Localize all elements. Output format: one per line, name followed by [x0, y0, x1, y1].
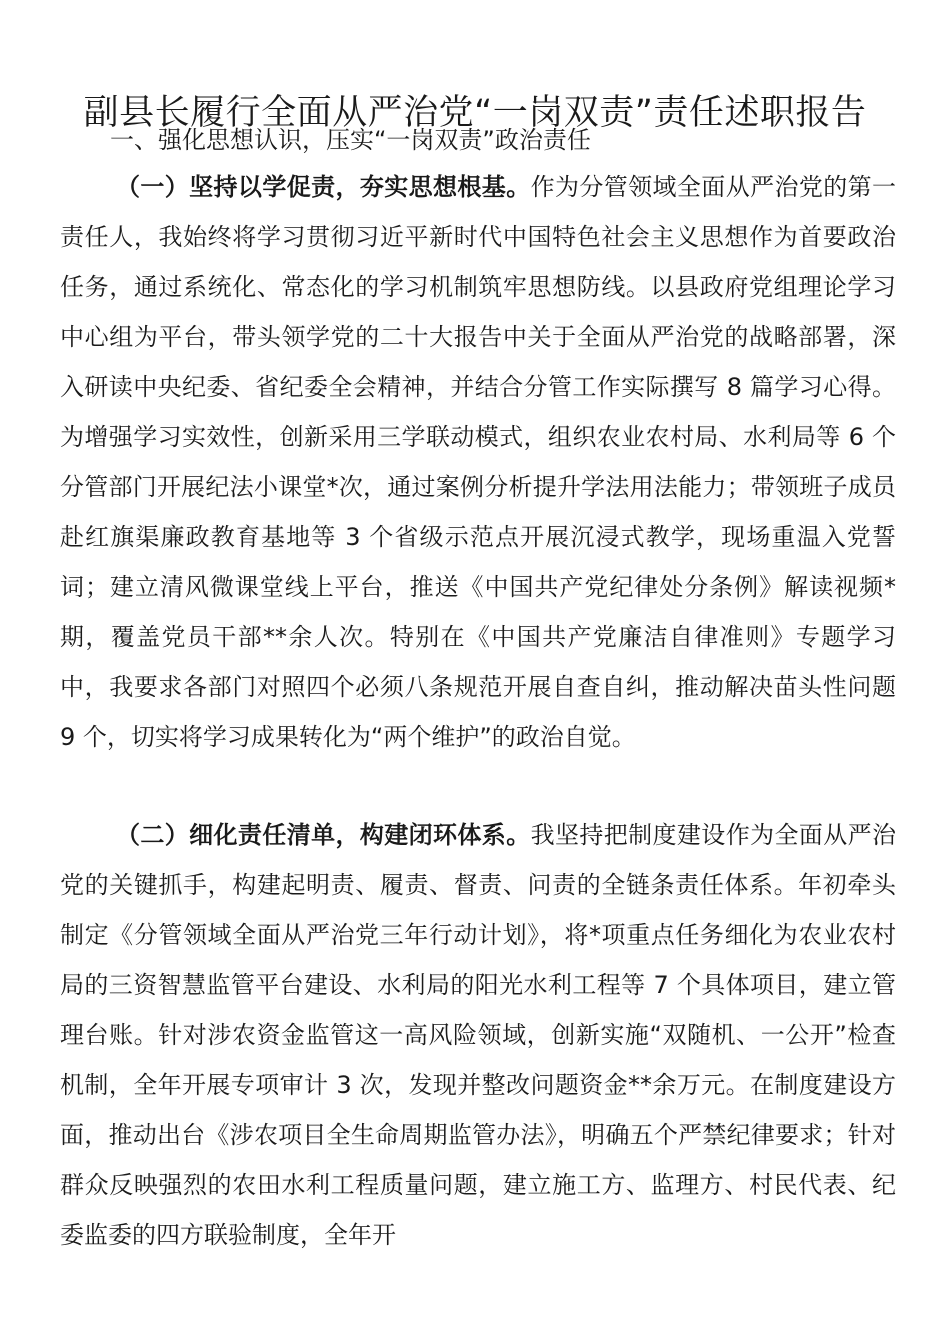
paragraph-1-lead: （一）坚持以学促责，夯实思想根基。 — [116, 173, 531, 201]
section-heading: 一、强化思想认识，压实“一岗双责”政治责任 — [110, 126, 591, 154]
paragraph-2-body: 我坚持把制度建设作为全面从严治党的关键抓手，构建起明责、履责、督责、问责的全链条责任体系。年初牵头制定《分管领域全面从严治党三年行动计划》，将*项重点任务细化为农业农村局的三资智慧监管平台建设、水利局的阳光水利工程等 7 个具体项目，建立管理台账。针对涉农资金监管这一高风险领域，创新实施“双随机、一公开”检查机制，全年开展专项审计 3 次，发现并整改问题资金**余万元。在制度建设方面，推动出台《涉农项目全生命周期监管办法》，明确五个严禁纪律要求；针对群众反映强烈的农田水利工程质量问题，建立施工方、监理方、村民代表、纪委监委的四方联验制度，全年开 — [60, 821, 897, 1249]
paragraph-1-body: 作为分管领域全面从严治党的第一责任人，我始终将学习贯彻习近平新时代中国特色社会主义思想作为首要政治任务，通过系统化、常态化的学习机制筑牢思想防线。以县政府党组理论学习中心组为平台，带头领学党的二十大报告中关于全面从严治党的战略部署，深入研读中央纪委、省纪委全会精神，并结合分管工作实际撰写 8 篇学习心得。为增强学习实效性，创新采用三学联动模式，组织农业农村局、水利局等 6 个分管部门开展纪法小课堂*次，通过案例分析提升学法用法能力；带领班子成员赴红旗渠廉政教育基地等 3 个省级示范点开展沉浸式教学，现场重温入党誓词；建立清风微课堂线上平台，推送《中国共产党纪律处分条例》解读视频*期，覆盖党员干部**余人次。特别在《中国共产党廉洁自律准则》专题学习中，我要求各部门对照四个必须八条规范开展自查自纠，推动解决苗头性问题 9 个，切实将学习成果转化为“两个维护”的政治自觉。 — [60, 173, 897, 751]
paragraph-2-lead: （二）细化责任清单，构建闭环体系。 — [116, 821, 531, 849]
document-title: 副县长履行全面从严治党“一岗双责”责任述职报告 — [83, 93, 867, 134]
paragraph-1 — [60, 162, 896, 762]
paragraph-2 — [60, 810, 896, 1260]
